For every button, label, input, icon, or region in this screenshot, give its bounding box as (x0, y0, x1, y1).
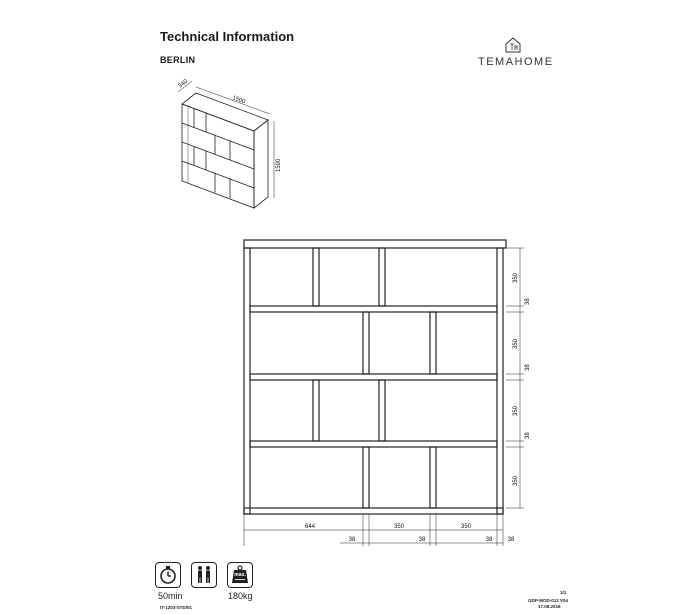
weight-badge (227, 562, 253, 588)
right-dimension-chain (506, 248, 524, 508)
iso-height-label: 1590 (276, 158, 282, 172)
footer-right-code: GDP-MOD-012 V04 (528, 598, 569, 603)
dim-left-width: 644 (304, 524, 316, 530)
iso-width-label: 1500 (231, 95, 246, 106)
dim-thickness-2: 38 (418, 537, 426, 543)
persons-badge (191, 562, 217, 588)
footer-date: 17.08.2016 (538, 604, 561, 609)
iso-depth-label: 340 (177, 78, 190, 90)
dim-thickness-4: 38 (507, 537, 515, 543)
dim-right-width: 350 (460, 524, 472, 530)
max-weight: 180kg (228, 591, 253, 601)
two-persons-icon (192, 563, 216, 587)
bottom-dimension-chain (244, 514, 503, 546)
dim-shelf1-thickness: 38 (525, 298, 531, 305)
dim-row3-height: 350 (513, 405, 519, 416)
max-weight-icon (228, 563, 252, 587)
dim-shelf3-thickness: 38 (525, 432, 531, 439)
brand-name: TEMAHOME (478, 56, 554, 68)
stopwatch-icon (156, 563, 180, 587)
dim-thickness-1: 38 (348, 537, 356, 543)
front-view (244, 240, 506, 514)
footer-page: 1/1 (560, 590, 567, 595)
dim-row4-height: 350 (513, 475, 519, 486)
page-title: Technical Information (160, 29, 295, 44)
dim-thickness-3: 38 (485, 537, 493, 543)
product-name: BERLIN (160, 55, 196, 65)
isometric-view (178, 81, 274, 208)
stopwatch-badge (155, 562, 181, 588)
dim-mid-width: 350 (393, 524, 405, 530)
dim-shelf2-thickness: 38 (525, 364, 531, 371)
assembly-time: 50min (158, 591, 183, 601)
weight-icon-text: max. (234, 572, 246, 578)
dim-row1-height: 350 (513, 272, 519, 283)
dim-row2-height: 350 (513, 338, 519, 349)
footer-left-code: IT-1203-STD/01 (160, 605, 193, 610)
